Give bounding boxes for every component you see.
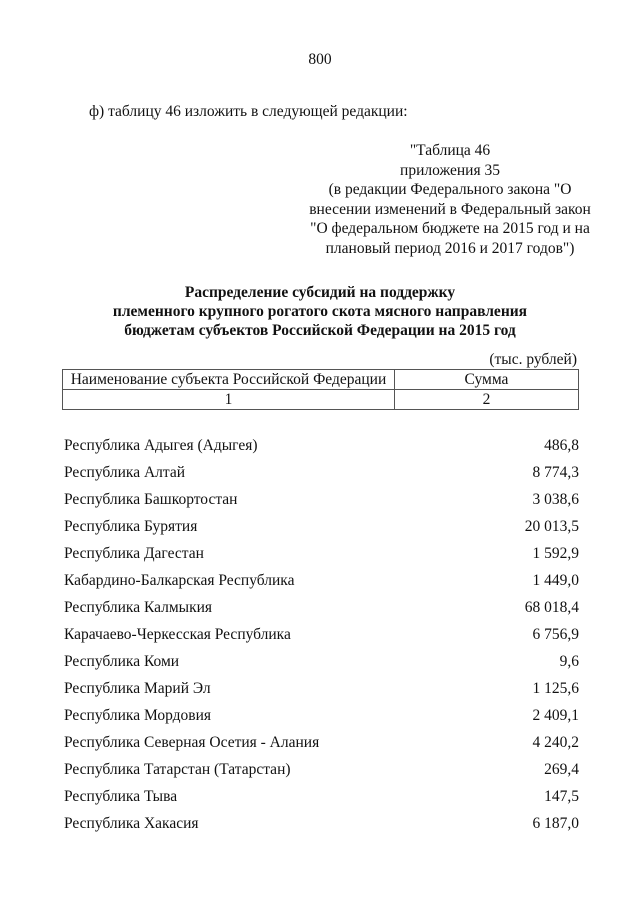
table-row xyxy=(64,733,579,760)
region-name: Республика Северная Осетия - Алания xyxy=(64,734,320,751)
document-title xyxy=(0,283,640,340)
table-row xyxy=(64,598,579,625)
table-row xyxy=(64,679,579,706)
column-number-row xyxy=(63,390,579,410)
region-sum: 1 125,6 xyxy=(532,680,579,697)
caption-line: "Таблица 46 xyxy=(409,142,491,159)
region-name: Республика Коми xyxy=(64,653,180,670)
header-sum: Сумма xyxy=(395,370,579,390)
region-name: Республика Калмыкия xyxy=(64,599,213,616)
region-sum: 68 018,4 xyxy=(524,599,579,616)
region-sum: 3 038,6 xyxy=(532,491,579,508)
table-row xyxy=(64,463,579,490)
region-sum: 1 592,9 xyxy=(532,545,579,562)
region-name: Республика Алтай xyxy=(64,464,186,481)
table-row xyxy=(64,652,579,679)
column-number-1: 1 xyxy=(63,390,395,410)
region-name: Республика Марий Эл xyxy=(64,680,211,697)
units-label: (тыс. рублей) xyxy=(489,351,577,368)
caption-line: приложения 35 xyxy=(400,161,500,179)
caption-line: (в редакции Федерального закона "О xyxy=(328,181,572,198)
table-caption xyxy=(290,141,610,258)
table-row xyxy=(64,814,579,841)
table-header xyxy=(62,369,579,410)
title-line: Распределение субсидий на поддержку xyxy=(184,284,456,301)
caption-line: "О федеральном бюджете на 2015 год и на xyxy=(310,220,590,237)
region-sum: 486,8 xyxy=(544,437,579,454)
caption-line: внесении изменений в Федеральный закон xyxy=(309,200,591,218)
title-line: бюджетам субъектов Российской Федерации на 2015 год xyxy=(124,322,516,339)
table-row xyxy=(64,787,579,814)
region-sum: 147,5 xyxy=(544,788,579,805)
table-row xyxy=(64,490,579,517)
region-sum: 2 409,1 xyxy=(532,707,579,724)
region-name: Республика Хакасия xyxy=(64,815,199,832)
table-row xyxy=(64,517,579,544)
region-name: Республика Татарстан (Татарстан) xyxy=(64,761,291,778)
table-row xyxy=(64,571,579,598)
table-row xyxy=(64,760,579,787)
table-row xyxy=(64,436,579,463)
region-name: Карачаево-Черкесская Республика xyxy=(64,626,291,643)
region-name: Кабардино-Балкарская Республика xyxy=(64,572,295,589)
table-row xyxy=(64,706,579,733)
header-name: Наименование субъекта Российской Федерации xyxy=(63,370,395,390)
caption-line: плановый период 2016 и 2017 годов") xyxy=(325,239,575,257)
amendment-instruction: ф) таблицу 46 изложить в следующей редакции: xyxy=(89,103,408,120)
table-row xyxy=(64,544,579,571)
region-name: Республика Адыгея (Адыгея) xyxy=(64,437,258,454)
title-line: племенного крупного рогатого скота мясного направления xyxy=(112,303,528,320)
region-name: Республика Башкортостан xyxy=(64,491,238,508)
header-row xyxy=(63,370,579,390)
table-row xyxy=(64,625,579,652)
region-name: Республика Дагестан xyxy=(64,545,204,562)
region-sum: 1 449,0 xyxy=(532,572,579,589)
page-number: 800 xyxy=(308,51,332,68)
region-name: Республика Бурятия xyxy=(64,518,198,535)
region-sum: 9,6 xyxy=(559,653,579,670)
table-body xyxy=(64,436,579,841)
region-sum: 269,4 xyxy=(544,761,579,778)
region-name: Республика Тыва xyxy=(64,788,178,805)
region-sum: 4 240,2 xyxy=(532,734,579,751)
region-sum: 6 187,0 xyxy=(532,815,579,832)
region-sum: 8 774,3 xyxy=(532,464,579,481)
region-name: Республика Мордовия xyxy=(64,707,212,724)
region-sum: 20 013,5 xyxy=(524,518,579,535)
region-sum: 6 756,9 xyxy=(532,626,579,643)
column-number-2: 2 xyxy=(395,390,579,410)
